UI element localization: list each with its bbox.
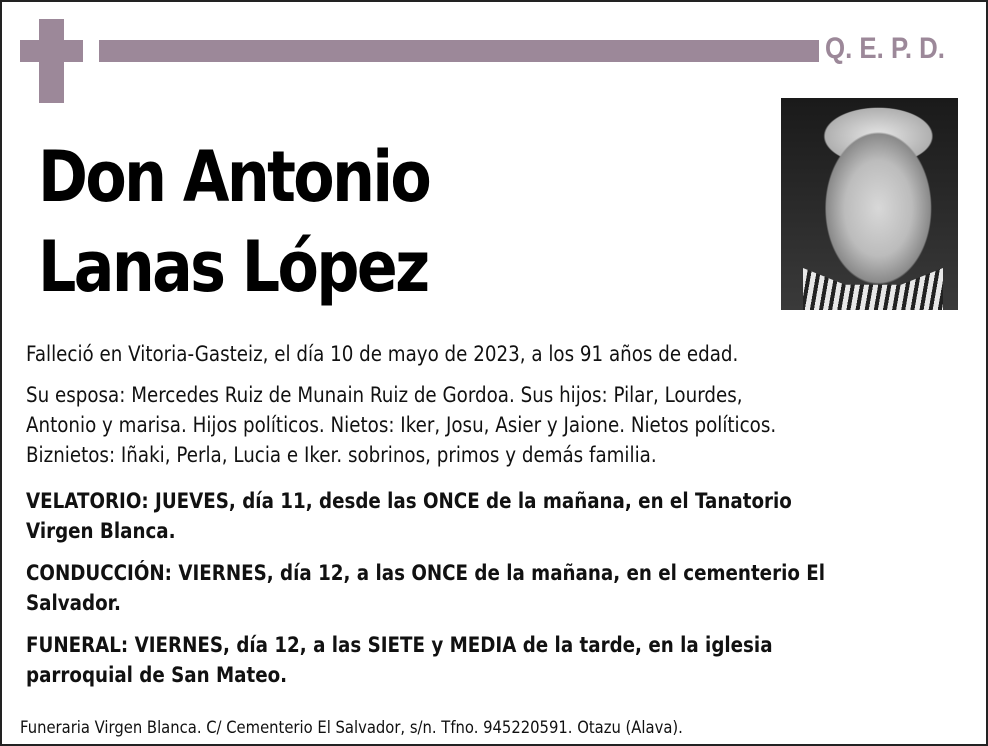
- funeral-line: FUNERAL: VIERNES, día 12, a las SIETE y MEDIA de la tarde, en la iglesia: [26, 633, 773, 657]
- portrait-photo: [781, 98, 958, 310]
- velatorio-paragraph: [26, 486, 966, 546]
- funeral-line: parroquial de San Mateo.: [26, 663, 288, 687]
- funeral-home-info: Funeraria Virgen Blanca. C/ Cementerio El Salvador, s/n. Tfno. 945220591. Otazu (Alava).: [20, 718, 683, 738]
- velatorio-line: VELATORIO: JUEVES, día 11, desde las ONCE de la mañana, en el Tanatorio: [26, 489, 792, 513]
- name-line-1: Don Antonio: [38, 136, 430, 218]
- velatorio-line: Virgen Blanca.: [26, 519, 176, 543]
- family-line: Su esposa: Mercedes Ruiz de Munain Ruiz de Gordoa. Sus hijos: Pilar, Lourdes,: [26, 383, 743, 407]
- conduccion-line: CONDUCCIÓN: VIERNES, día 12, a las ONCE de la mañana, en el cementerio El: [26, 561, 825, 585]
- conduccion-paragraph: [26, 558, 966, 618]
- header-divider-bar: [99, 40, 819, 62]
- family-line: Antonio y marisa. Hijos políticos. Nietos: Iker, Josu, Asier y Jaione. Nietos políticos.: [26, 413, 777, 437]
- death-notice: Falleció en Vitoria-Gasteiz, el día 10 de mayo de 2023, a los 91 años de edad.: [26, 342, 739, 366]
- qepd-label: Q. E. P. D.: [825, 32, 945, 65]
- family-line: Biznietos: Iñaki, Perla, Lucia e Iker. sobrinos, primos y demás familia.: [26, 443, 657, 467]
- portrait-scarf: [803, 268, 943, 310]
- deceased-name: [38, 132, 429, 312]
- funeral-paragraph: [26, 630, 966, 690]
- family-paragraph: [26, 380, 966, 470]
- cross-icon-bar: [20, 40, 83, 62]
- conduccion-line: Salvador.: [26, 591, 121, 615]
- name-line-2: Lanas López: [38, 226, 428, 308]
